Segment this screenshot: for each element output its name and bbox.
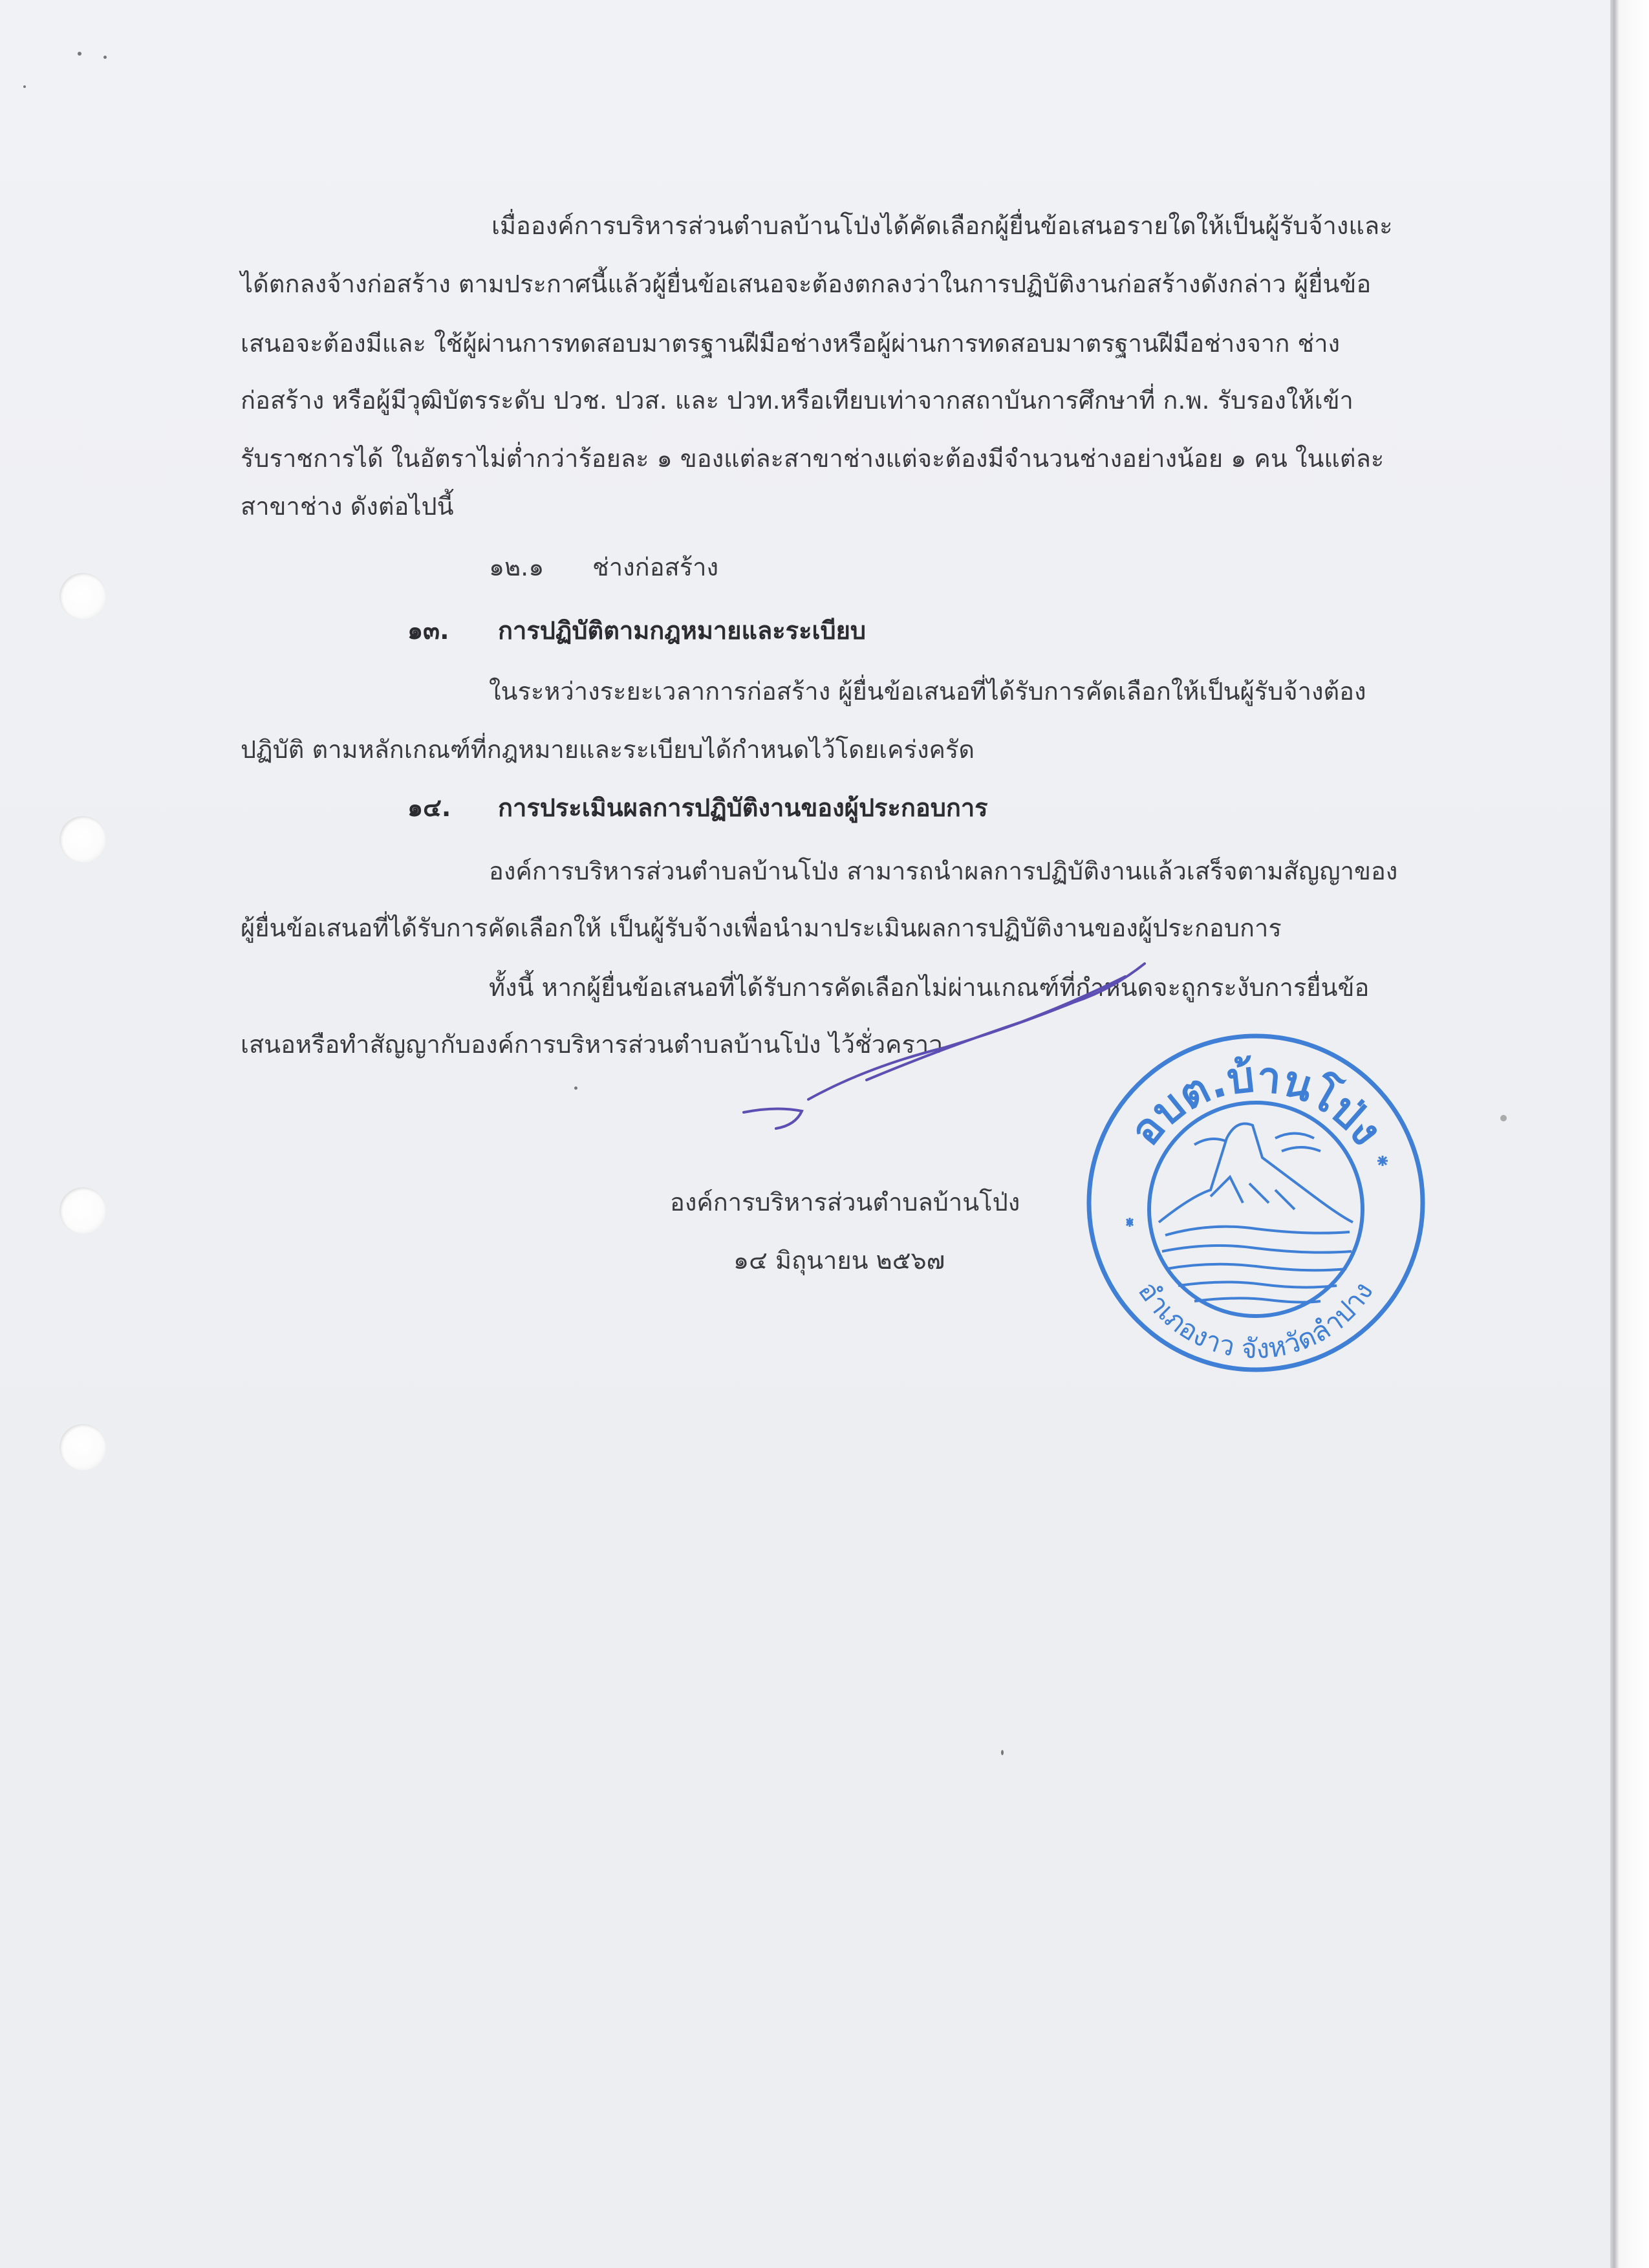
paper-speck xyxy=(1500,1115,1507,1121)
item-12-1-number: ๑๒.๑ xyxy=(489,553,544,581)
paper-speck xyxy=(78,52,81,56)
intro-line-2: ได้ตกลงจ้างก่อสร้าง ตามประกาศนี้แล้วผู้ยื่นข้อเสนอจะต้องตกลงว่าในการปฏิบัติงานก่อสร้างดังกล่าว ผู้ยื่นข้อ xyxy=(241,270,1372,298)
punch-hole xyxy=(59,1187,106,1234)
stamp-star-right xyxy=(1377,1156,1388,1166)
stamp-top-text: อบต.บ้านโป่ง xyxy=(1120,1052,1392,1155)
intro-line-4: ก่อสร้าง หรือผู้มีวุฒิบัตรระดับ ปวช. ปวส. และ ปวท.หรือเทียบเท่าจากสถาบันการศึกษาที่ ก.พ. รับรองให้เข้า xyxy=(241,386,1353,415)
stamp-mountain-emblem xyxy=(1159,1124,1353,1302)
section-14-line-2: ผู้ยื่นข้อเสนอที่ได้รับการคัดเลือกให้ เป็นผู้รับจ้างเพื่อนำมาประเมินผลการปฏิบัติงานของผู้ประกอบการ xyxy=(241,914,1282,942)
section-13-number: ๑๓. xyxy=(407,616,449,645)
stamp-bottom-text: อำเภองาว จังหวัดลำปาง xyxy=(1132,1275,1379,1365)
paper-speck xyxy=(1001,1750,1004,1755)
intro-line-6: สาขาช่าง ดังต่อไปนี้ xyxy=(241,492,454,521)
intro-line-1: เมื่อองค์การบริหารส่วนตำบลบ้านโป่งได้คัดเลือกผู้ยื่นข้อเสนอรายใดให้เป็นผู้รับจ้างและ xyxy=(491,211,1393,240)
section-14-number: ๑๔. xyxy=(407,794,451,822)
section-14-heading xyxy=(407,795,1649,820)
item-12-1 xyxy=(489,555,1649,579)
section-14-line-4: เสนอหรือทำสัญญากับองค์การบริหารส่วนตำบลบ้านโป่ง ไว้ชั่วคราว xyxy=(241,1030,943,1059)
section-13-title: การปฏิบัติตามกฎหมายและระเบียบ xyxy=(498,616,866,645)
paper-speck xyxy=(103,56,107,59)
paper-speck xyxy=(574,1086,577,1090)
intro-line-5: รับราชการได้ ในอัตราไม่ต่ำกว่าร้อยละ ๑ ของแต่ละสาขาช่างแต่จะต้องมีจำนวนช่างอย่างน้อย ๑ คน ในแต่ละ xyxy=(241,444,1385,473)
section-14-title: การประเมินผลการปฏิบัติงานของผู้ประกอบการ xyxy=(498,794,988,822)
item-12-1-label: ช่างก่อสร้าง xyxy=(592,553,719,581)
section-13-heading xyxy=(407,618,1649,643)
section-14-line-1: องค์การบริหารส่วนตำบลบ้านโป่ง สามารถนำผลการปฏิบัติงานแล้วเสร็จตามสัญญาของ xyxy=(489,857,1398,885)
section-13-line-2: ปฏิบัติ ตามหลักเกณฑ์ที่กฎหมายและระเบียบได้กำหนดไว้โดยเคร่งครัด xyxy=(241,735,975,764)
signoff-organization: องค์การบริหารส่วนตำบลบ้านโป่ง xyxy=(670,1188,1020,1216)
section-13-line-1: ในระหว่างระยะเวลาการก่อสร้าง ผู้ยื่นข้อเสนอที่ได้รับการคัดเลือกให้เป็นผู้รับจ้างต้อง xyxy=(489,677,1366,706)
paper-speck xyxy=(23,85,26,88)
stamp-outer-ring xyxy=(1089,1036,1423,1370)
intro-line-3: เสนอจะต้องมีและ ใช้ผู้ผ่านการทดสอบมาตรฐานฝีมือช่างหรือผู้ผ่านการทดสอบมาตรฐานฝีมือช่างจาก ช่าง xyxy=(241,329,1341,358)
punch-hole xyxy=(59,1424,106,1471)
signoff-date: ๑๔ มิถุนายน ๒๕๖๗ xyxy=(733,1246,945,1275)
scanner-page-edge xyxy=(1610,0,1649,2268)
official-seal-stamp xyxy=(1081,1028,1430,1377)
punch-hole xyxy=(59,573,106,620)
stamp-star-left xyxy=(1126,1218,1133,1227)
section-14-line-3: ทั้งนี้ หากผู้ยื่นข้อเสนอที่ได้รับการคัดเลือกไม่ผ่านเกณฑ์ที่กำหนดจะถูกระงับการยื่นข้อ xyxy=(489,973,1370,1002)
punch-hole xyxy=(59,816,106,863)
